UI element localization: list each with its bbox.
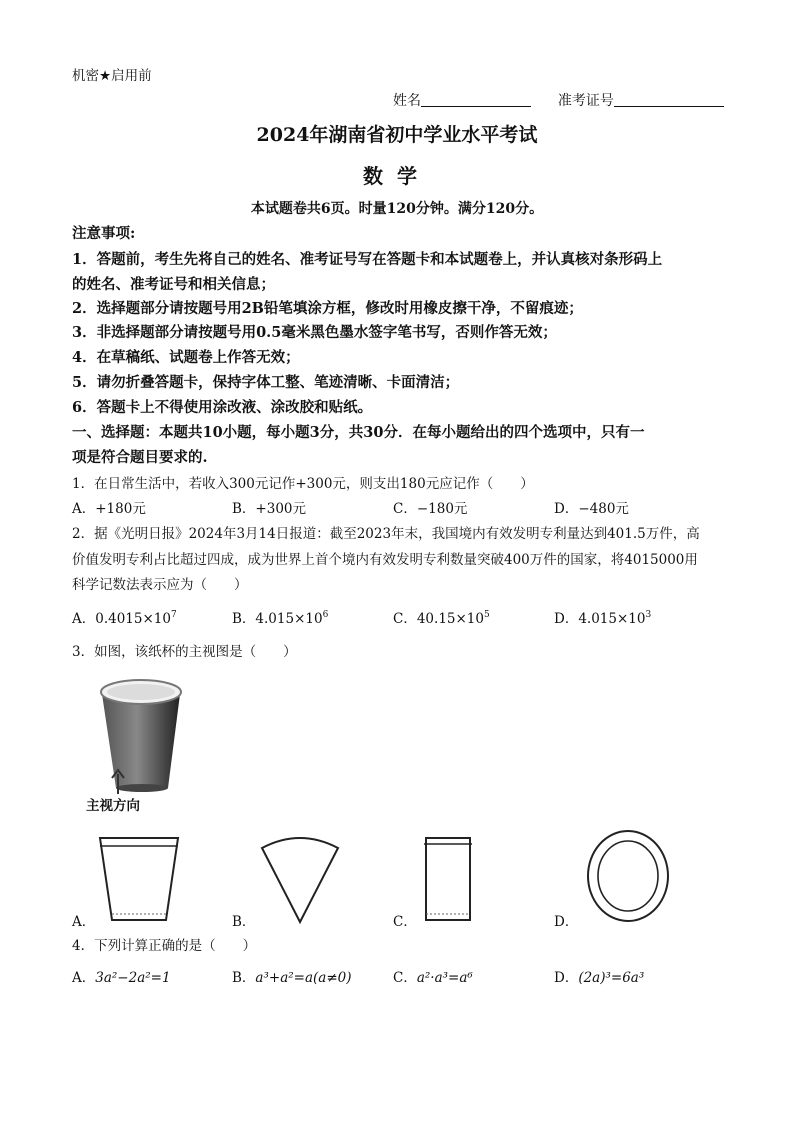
notice-item: 2．选择题部分请按题号用2B铅笔填涂方框，修改时用橡皮擦干净，不留痕迹； (72, 300, 583, 317)
exam-title: 2024年湖南省初中学业水平考试 (256, 124, 538, 146)
question-1-stem: 1．在日常生活中，若收入300元记作+300元，则支出180元应记作（ ） (72, 476, 534, 492)
question-2-stem-cont: 价值发明专利占比超过四成，成为世界上首个境内有效发明专利数量突破400万件的国家，将4015000用 (72, 552, 698, 568)
notice-item: 1．答题前，考生先将自己的姓名、准考证号写在答题卡和本试题卷上，并认真核对条形码上 (72, 251, 663, 268)
q4-option-d[interactable]: D．(2a)³=6a³ (554, 970, 645, 986)
notice-item: 3．非选择题部分请按题号用0.5毫米黑色墨水签字笔书写，否则作答无效； (72, 324, 557, 341)
q1-option-b[interactable]: B．+300元 (232, 501, 306, 517)
section-heading: 一、选择题：本题共10小题，每小题3分，共30分．在每小题给出的四个选项中，只有一 (72, 424, 645, 441)
question-2-stem-cont: 科学记数法表示应为（ ） (72, 577, 248, 593)
q2-option-a[interactable]: A．$0.4015\times 10^7$ (72, 610, 177, 627)
arrow-up-icon (108, 768, 128, 794)
q3-option-c[interactable]: C． (393, 914, 417, 930)
q3-option-d-figure (584, 828, 674, 926)
notice-heading: 注意事项: (72, 225, 136, 242)
notice-item: 6．答题卡上不得使用涂改液、涂改胶和贴纸。 (72, 399, 373, 416)
name-label: 姓名 (393, 93, 421, 109)
q1-option-a[interactable]: A．+180元 (72, 501, 146, 517)
question-3-stem: 3．如图，该纸杯的主视图是（ ） (72, 644, 297, 660)
candidate-info (393, 90, 724, 110)
notice-item: 4．在草稿纸、试题卷上作答无效； (72, 349, 300, 366)
q3-option-b-figure (258, 830, 342, 926)
question-4-stem: 4．下列计算正确的是（ ） (72, 938, 257, 954)
notice-item: 的姓名、准考证号和相关信息； (72, 276, 275, 293)
id-label: 准考证号 (557, 93, 614, 109)
q4-option-c[interactable]: C．a²·a³=a⁶ (393, 970, 473, 986)
name-blank[interactable] (421, 92, 531, 107)
q4-option-b[interactable]: B．a³+a²=a(a≠0) (232, 970, 352, 986)
q3-option-c-figure (420, 834, 476, 926)
q2-option-b[interactable]: B．$4.015\times 10^6$ (232, 610, 329, 627)
view-direction-label: 主视方向 (86, 798, 140, 814)
q4-option-a[interactable]: A．3a²−2a²=1 (72, 970, 171, 986)
paper-cup-image (92, 670, 192, 800)
notice-item: 5．请勿折叠答题卡，保持字体工整、笔迹清晰、卡面清洁； (72, 374, 460, 391)
q3-option-b[interactable]: B． (232, 914, 256, 930)
confidential-mark: 机密★启用前 (72, 68, 152, 84)
q3-option-a-figure (96, 834, 182, 926)
q3-option-d[interactable]: D． (554, 914, 579, 930)
q1-option-c[interactable]: C．−180元 (393, 501, 468, 517)
q2-option-c[interactable]: C．$40.15\times 10^5$ (393, 610, 490, 627)
section-heading-cont: 项是符合题目要求的. (72, 449, 208, 466)
exam-meta: 本试题卷共6页。时量120分钟。满分120分。 (250, 201, 544, 217)
question-2-stem: 2．据《光明日报》2024年3月14日报道：截至2023年末，我国境内有效发明专利量达到401.5万件，高 (72, 526, 700, 542)
q3-option-a[interactable]: A． (72, 914, 96, 930)
id-blank[interactable] (614, 92, 724, 107)
subject-title: 数学 (363, 164, 431, 188)
q2-option-d[interactable]: D．$4.015\times 10^3$ (554, 610, 652, 627)
q1-option-d[interactable]: D．−480元 (554, 501, 629, 517)
